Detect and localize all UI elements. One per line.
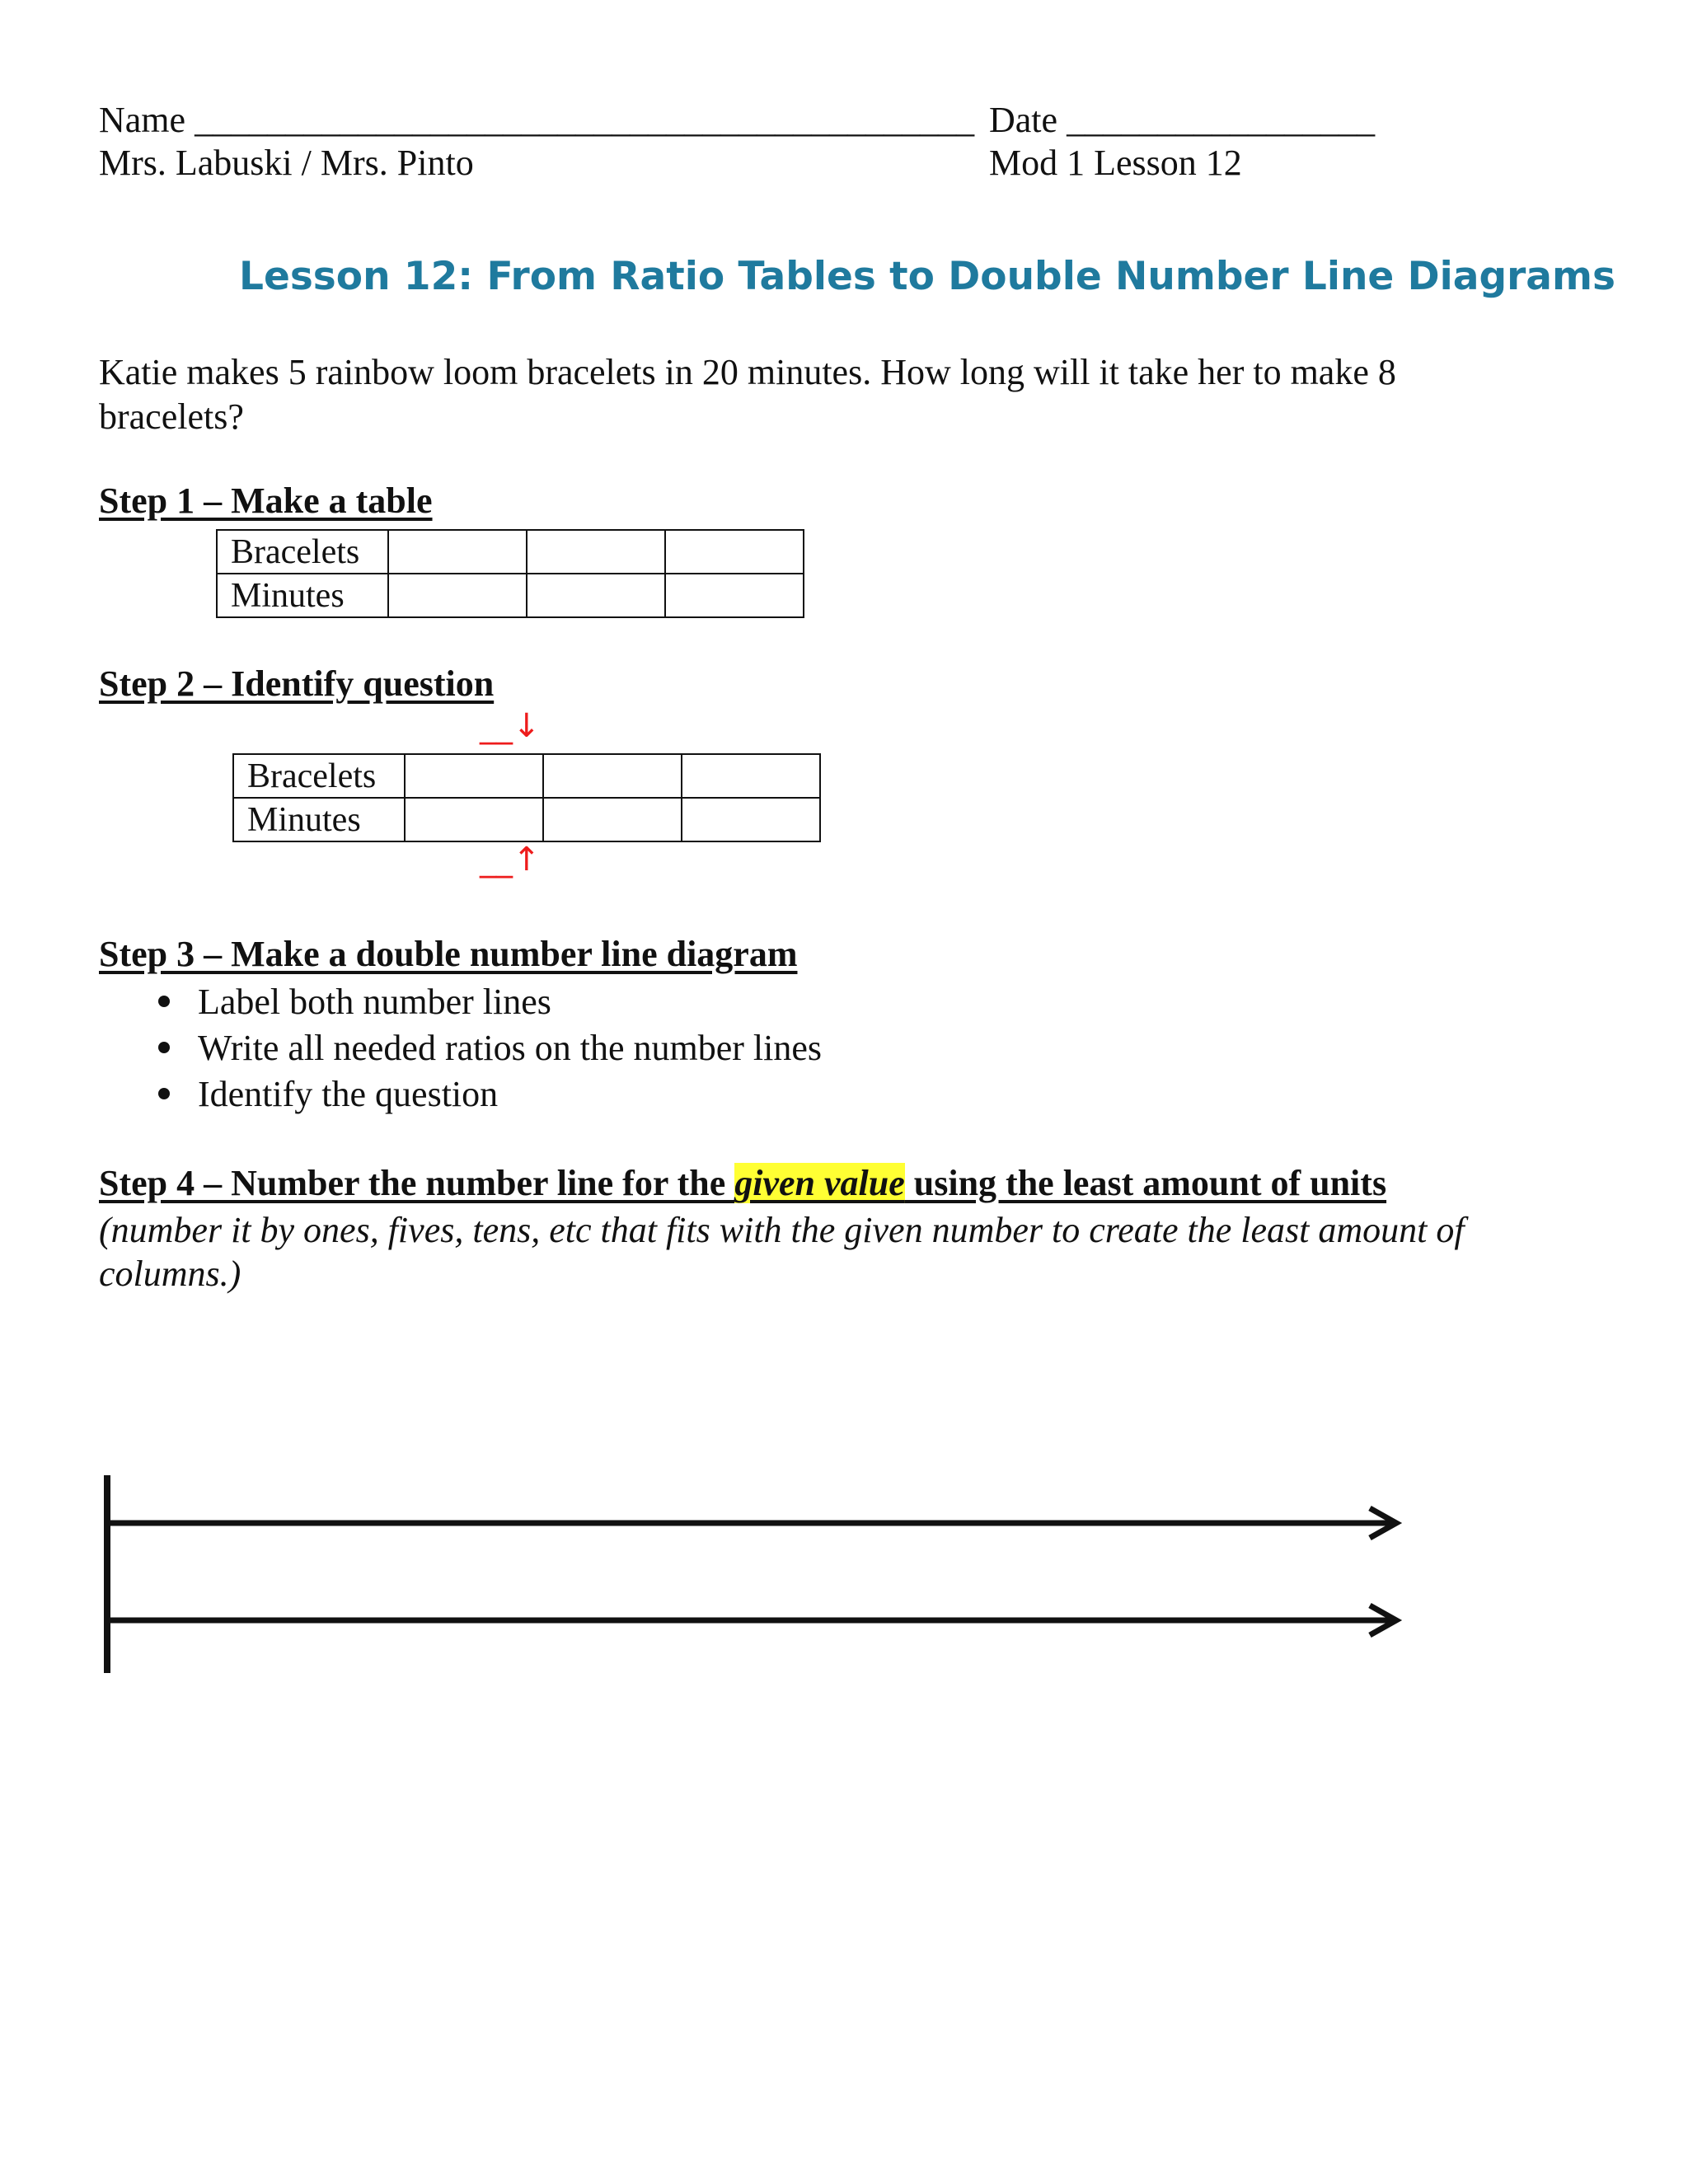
step4-note-line-2: columns.) bbox=[99, 1254, 241, 1294]
lesson-ref: Mod 1 Lesson 12 bbox=[989, 143, 1242, 183]
row-label-minutes: Minutes bbox=[217, 574, 388, 617]
up-arrow-icon: __↑ bbox=[480, 841, 541, 879]
bullet-text: Label both number lines bbox=[198, 982, 551, 1022]
date-label: Date bbox=[989, 100, 1058, 140]
step4-heading-end: using the least amount of units bbox=[904, 1163, 1387, 1203]
name-label: Name bbox=[99, 100, 186, 140]
step1-heading: Step 1 – Make a table bbox=[99, 480, 433, 521]
down-arrow-icon: __↓ bbox=[480, 707, 541, 745]
row-label-bracelets: Bracelets bbox=[233, 754, 405, 798]
step4-heading-start: Step 4 – Number the number line for the bbox=[99, 1163, 735, 1203]
problem-line-2: bracelets? bbox=[99, 396, 244, 437]
name-blank[interactable]: ___________________________________________ bbox=[195, 100, 975, 140]
step4-note-line-1: (number it by ones, fives, tens, etc that fits with the given number to create the least amount of bbox=[99, 1210, 1465, 1250]
bullet-text: Write all needed ratios on the number lines bbox=[198, 1028, 822, 1068]
problem-line-1: Katie makes 5 rainbow loom bracelets in 20 minutes. How long will it take her to make 8 bbox=[99, 352, 1396, 392]
teachers: Mrs. Labuski / Mrs. Pinto bbox=[99, 143, 474, 183]
date-blank[interactable]: _________________ bbox=[1067, 100, 1376, 140]
row-label-bracelets: Bracelets bbox=[217, 530, 388, 574]
given-value-highlight: given value bbox=[734, 1163, 905, 1203]
bullet-text: Identify the question bbox=[198, 1074, 499, 1114]
page-title: Lesson 12: From Ratio Tables to Double Number Line Diagrams bbox=[239, 254, 1615, 299]
step2-heading: Step 2 – Identify question bbox=[99, 663, 495, 704]
row-label-minutes: Minutes bbox=[233, 798, 405, 841]
step3-heading: Step 3 – Make a double number line diagram bbox=[99, 934, 798, 974]
